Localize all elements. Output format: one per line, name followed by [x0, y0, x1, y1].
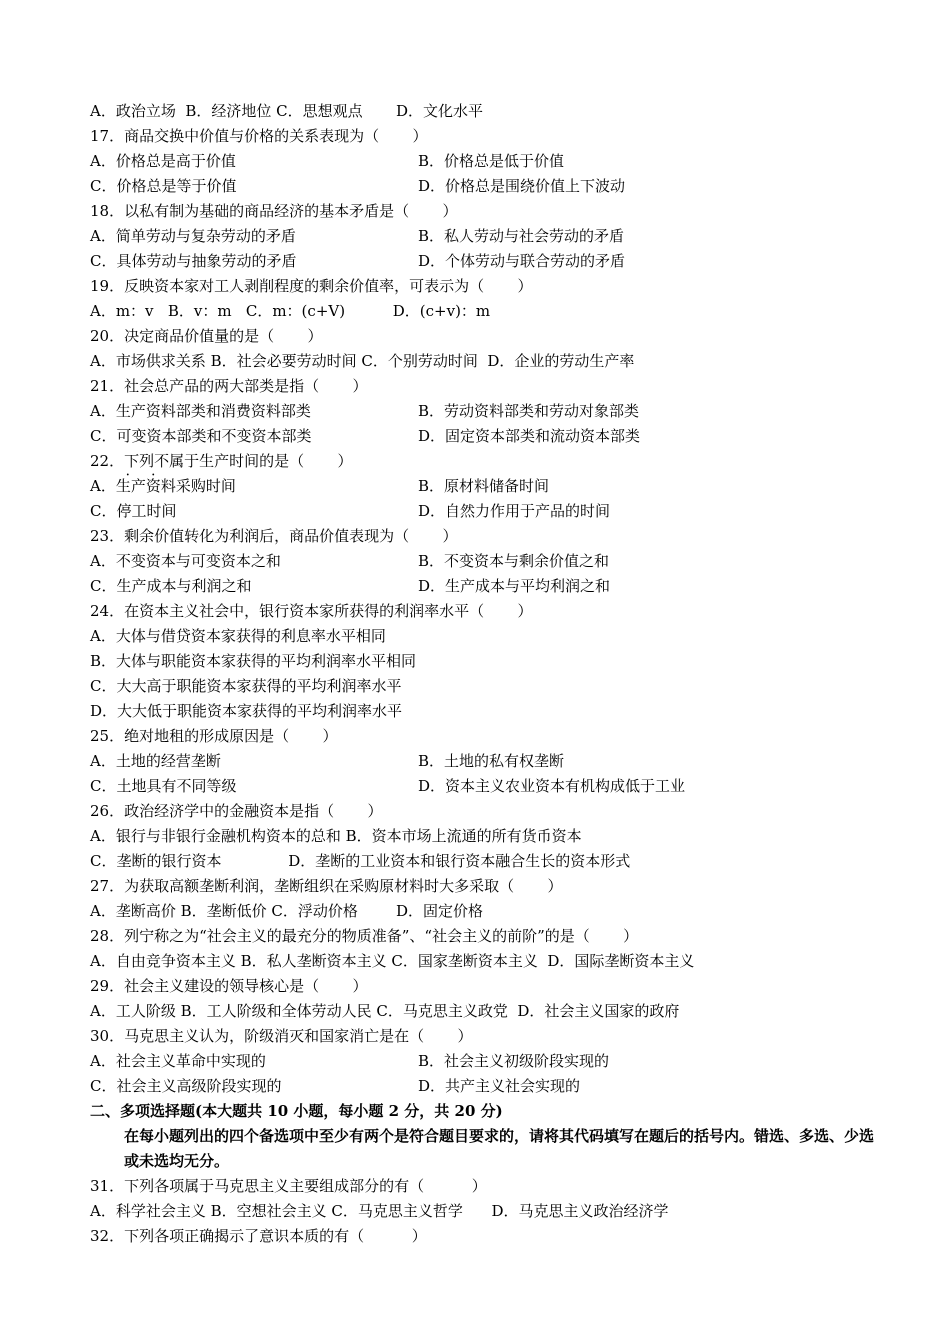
- answer-options: [90, 949, 880, 974]
- section-heading: 二、多项选择题(本大题共 10 小题，每小题 2 分，共 20 分): [90, 1102, 503, 1120]
- answer-options: [90, 849, 880, 874]
- option-text: A．大体与借贷资本家获得的利息率水平相同: [90, 627, 386, 645]
- question-stem: [90, 924, 880, 949]
- option-right: B．原材料储备时间: [418, 477, 550, 495]
- answer-options: [90, 574, 880, 599]
- option-right: B．不变资本与剩余价值之和: [418, 552, 610, 570]
- question-text: 29．社会主义建设的领导核心是（ ）: [90, 977, 368, 995]
- option-right: B．价格总是低于价值: [418, 152, 565, 170]
- option-right: D．资本主义农业资本有机构成低于工业: [418, 777, 686, 795]
- question-stem: [90, 1024, 880, 1049]
- answer-options: [90, 624, 880, 649]
- answer-options: [90, 1074, 880, 1099]
- answer-options: [90, 399, 880, 424]
- option-left: A．简单劳动与复杂劳动的矛盾: [90, 227, 296, 245]
- option-right: B．私人劳动与社会劳动的矛盾: [418, 227, 625, 245]
- answer-options: [90, 549, 880, 574]
- option-left: A．土地的经营垄断: [90, 752, 221, 770]
- answer-options: [90, 899, 880, 924]
- answer-options: [90, 499, 880, 524]
- option-text: A．银行与非银行金融机构资本的总和 B．资本市场上流通的所有货币资本: [90, 827, 582, 845]
- option-left: A．不变资本与可变资本之和: [90, 552, 281, 570]
- question-stem: [90, 1174, 880, 1199]
- question-text: 25．绝对地租的形成原因是（ ）: [90, 727, 338, 745]
- question-text: 26．政治经济学中的金融资本是指（ ）: [90, 802, 383, 820]
- option-right: D．固定资本部类和流动资本部类: [418, 427, 641, 445]
- question-text: 22．下列不属于生产时间的是（ ） • •: [90, 452, 352, 470]
- answer-options: [90, 224, 880, 249]
- answer-options: [90, 1049, 880, 1074]
- question-stem: [90, 374, 880, 399]
- answer-options: [90, 474, 880, 499]
- question-stem: [90, 274, 880, 299]
- question-stem: [90, 199, 880, 224]
- question-stem: [90, 874, 880, 899]
- option-text: A．垄断高价 B．垄断低价 C．浮动价格 D．固定价格: [90, 902, 484, 920]
- question-stem: [90, 449, 880, 474]
- question-text: 18．以私有制为基础的商品经济的基本矛盾是（ ）: [90, 202, 458, 220]
- question-stem: [90, 324, 880, 349]
- answer-options: [90, 774, 880, 799]
- option-text: A．科学社会主义 B．空想社会主义 C．马克思主义哲学 D．马克思主义政治经济学: [90, 1202, 669, 1220]
- option-right: D．生产成本与平均利润之和: [418, 577, 611, 595]
- option-right: D．价格总是围绕价值上下波动: [418, 177, 626, 195]
- answer-options: [90, 674, 880, 699]
- question-text: 23．剩余价值转化为利润后，商品价值表现为（ ）: [90, 527, 458, 545]
- option-text: C．垄断的银行资本 D．垄断的工业资本和银行资本融合生长的资本形式: [90, 852, 631, 870]
- question-text: 17．商品交换中价值与价格的关系表现为（ ）: [90, 127, 428, 145]
- option-text: D．大大低于职能资本家获得的平均利润率水平: [90, 702, 403, 720]
- answer-options: [90, 299, 880, 324]
- option-left: C．停工时间: [90, 502, 177, 520]
- option-text: A．市场供求关系 B．社会必要劳动时间 C．个别劳动时间 D．企业的劳动生产率: [90, 352, 635, 370]
- answer-options: [90, 749, 880, 774]
- option-text: A．m：v B．v：m C．m：(c+V) D．(c+v)：m: [90, 302, 491, 320]
- answer-options: [90, 649, 880, 674]
- answer-options: [90, 174, 880, 199]
- option-right: B．土地的私有权垄断: [418, 752, 565, 770]
- option-right: B．社会主义初级阶段实现的: [418, 1052, 610, 1070]
- question-stem: [90, 799, 880, 824]
- question-stem: [90, 724, 880, 749]
- answer-options: [90, 1199, 880, 1224]
- answer-options: [90, 249, 880, 274]
- exam-content: [90, 99, 880, 1249]
- question-list-multiple-choice: [90, 1174, 880, 1249]
- question-stem: [90, 1224, 880, 1249]
- question-text: 28．列宁称之为“社会主义的最充分的物质准备”、“社会主义的前阶”的是（ ）: [90, 927, 639, 945]
- section-instruction: 在每小题列出的四个备选项中至少有两个是符合题目要求的，请将其代码填写在题后的括号内。错选、多选、少选或未选均无分。: [124, 1127, 875, 1170]
- answer-options: [90, 699, 880, 724]
- question-stem: [90, 524, 880, 549]
- question-text: 21．社会总产品的两大部类是指（ ）: [90, 377, 368, 395]
- question-stem: [90, 974, 880, 999]
- answer-options: [90, 999, 880, 1024]
- option-left: C．价格总是等于价值: [90, 177, 237, 195]
- option-left: C．社会主义高级阶段实现的: [90, 1077, 282, 1095]
- answer-options: [90, 99, 880, 124]
- option-left: C．生产成本与利润之和: [90, 577, 252, 595]
- answer-options: [90, 424, 880, 449]
- option-left: A．价格总是高于价值: [90, 152, 236, 170]
- answer-options: [90, 149, 880, 174]
- question-list-single-choice: [90, 99, 880, 1099]
- option-left: A．生产资料采购时间: [90, 477, 236, 495]
- option-left: C．可变资本部类和不变资本部类: [90, 427, 312, 445]
- question-text: 27．为获取高额垄断利润，垄断组织在采购原材料时大多采取（ ）: [90, 877, 563, 895]
- answer-options: [90, 824, 880, 849]
- option-text: B．大体与职能资本家获得的平均利润率水平相同: [90, 652, 417, 670]
- option-text: A．自由竞争资本主义 B．私人垄断资本主义 C．国家垄断资本主义 D．国际垄断资本主义: [90, 952, 695, 970]
- question-stem: [90, 599, 880, 624]
- question-text: 20．决定商品价值量的是（ ）: [90, 327, 323, 345]
- question-stem: [90, 124, 880, 149]
- question-text: 24．在资本主义社会中，银行资本家所获得的利润率水平（ ）: [90, 602, 533, 620]
- option-right: B．劳动资料部类和劳动对象部类: [418, 402, 640, 420]
- question-text: 30．马克思主义认为，阶级消灭和国家消亡是在（ ）: [90, 1027, 473, 1045]
- option-left: C．具体劳动与抽象劳动的矛盾: [90, 252, 297, 270]
- option-right: D．共产主义社会实现的: [418, 1077, 581, 1095]
- option-text: A．工人阶级 B．工人阶级和全体劳动人民 C．马克思主义政党 D．社会主义国家的政府: [90, 1002, 680, 1020]
- option-left: C．土地具有不同等级: [90, 777, 237, 795]
- option-right: D．个体劳动与联合劳动的矛盾: [418, 252, 626, 270]
- question-text: 32．下列各项正确揭示了意识本质的有（ ）: [90, 1227, 427, 1245]
- option-right: D．自然力作用于产品的时间: [418, 502, 611, 520]
- option-text: A．政治立场 B．经济地位 C．思想观点 D．文化水平: [90, 102, 484, 120]
- answer-options: [90, 349, 880, 374]
- option-left: A．生产资料部类和消费资料部类: [90, 402, 311, 420]
- option-left: A．社会主义革命中实现的: [90, 1052, 266, 1070]
- question-text: 31．下列各项属于马克思主义主要组成部分的有（ ）: [90, 1177, 487, 1195]
- option-text: C．大大高于职能资本家获得的平均利润率水平: [90, 677, 402, 695]
- question-text: 19．反映资本家对工人剥削程度的剩余价值率，可表示为（ ）: [90, 277, 533, 295]
